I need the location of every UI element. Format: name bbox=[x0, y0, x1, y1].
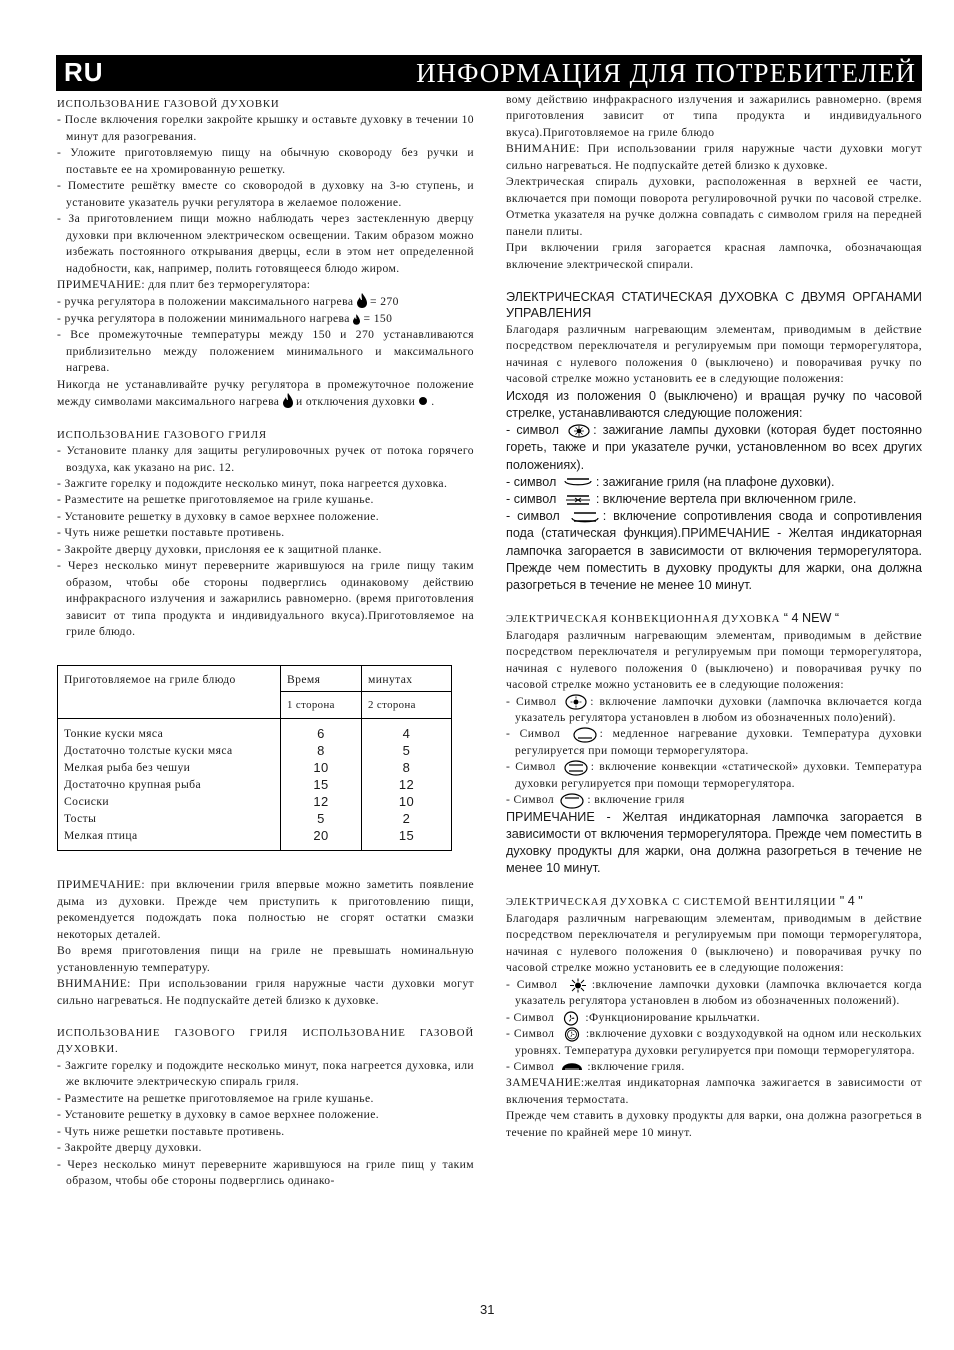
static-oven-positions: Исходя из положения 0 (выключено) и вращая ручку по часовой стрелке, устанавливаются следующие положения: bbox=[506, 388, 922, 420]
ventilation-symbol-fan: - Символ :Функционирование крыльчатки. bbox=[506, 1010, 761, 1024]
static-oven-intro: Благодаря различным нагревающим элементам, приводимым в действие посредством переключателя и регулируемым при помощи терморегулятора, начиная с нулевого положения 0 (выключено) и поворачивая ручку по часовой стрелке можно установить ее в следующие положения: bbox=[506, 322, 922, 386]
table-cell-side2: 8 bbox=[402, 760, 411, 776]
note-heading: ПРИМЕЧАНИЕ: для плит без терморегулятора: bbox=[57, 277, 311, 291]
table-cell-side1: 8 bbox=[317, 743, 325, 759]
static-symbol-grill: - символ : зажигание гриля (на плафоне духовки). bbox=[506, 474, 835, 489]
table-cell-side2: 10 bbox=[398, 794, 415, 810]
convection-symbol-slow: - Символ : медленное нагревание духовки. Температура духовки регулируется при помощи терморегулятора. bbox=[506, 727, 922, 757]
table-cell-side1: 5 bbox=[317, 811, 325, 827]
table-header-side2: 2 сторона bbox=[362, 691, 452, 718]
lamp-paragraph: При включении гриля загорается красная лампочка, обозначающая включение электрической спирали. bbox=[506, 241, 922, 271]
left-column bbox=[57, 96, 474, 1190]
oven-lamp-icon bbox=[567, 978, 589, 993]
list-item: - Установите решетку в духовку в самое верхнее положение. bbox=[57, 1108, 380, 1122]
page-number: 31 bbox=[480, 1302, 495, 1317]
grill-icon bbox=[563, 475, 593, 489]
list-item: - Зажгите горелку и подождите несколько минут, пока нагреется духовка, или же включите электрическую спираль гриля. bbox=[57, 1058, 474, 1089]
spiral-paragraph: Электрическая спираль духовки, расположенная в верхней ее части, включается при помощи поворота регулировочной ручки по часовой стрелке. Отметка указателя на ручке должна совпадать с символом гриля на передней панели плиты. bbox=[506, 175, 922, 238]
static-symbol-spit: - символ : включение вертела при включенном гриле. bbox=[506, 492, 857, 507]
continued-text: вому действию инфракрасного излучения и зажарились равномерно. (время приготовления зависит от типа продукта и индивидуального вкуса).Приготовляемое на гриле блюдо bbox=[506, 93, 922, 139]
list-item-max-heat: - ручка регулятора в положении максимального нагрева = 270 bbox=[57, 295, 399, 309]
ventilation-symbol-lamp: - Символ :включение лампочки духовки (лампочка включается когда указатель регулятора установлен в любом из обозначенных положений). bbox=[506, 977, 922, 1008]
right-column bbox=[506, 92, 922, 1141]
table-side1-column bbox=[281, 719, 362, 851]
section-gas-grill-oven-heading: ИСПОЛЬЗОВАНИЕ ГАЗОВОГО ГРИЛЯ ИСПОЛЬЗОВАНИЕ ГАЗОВОЙ ДУХОВКИ. bbox=[57, 1027, 474, 1056]
flame-large-icon bbox=[357, 293, 367, 308]
table-side2-column bbox=[362, 719, 452, 851]
ventilation-symbol-fan-heat: - Символ :включение духовки с воздуходувкой на одном или нескольких уровнях. Температура духовки регулируется при помощи терморегулятора. bbox=[506, 1027, 922, 1057]
list-item: - Разместите на решетке приготовляемое на гриле кушанье. bbox=[57, 493, 374, 507]
never-paragraph: Никогда не устанавливайте ручку регулятора в промежуточное положение между символами максимального нагрева и отключения духовки . bbox=[57, 377, 474, 409]
table-cell-dish: Достаточно крупная рыба bbox=[64, 778, 202, 792]
section-gas-oven-heading: ИСПОЛЬЗОВАНИЕ ГАЗОВОЙ ДУХОВКИ bbox=[57, 98, 280, 110]
list-item: - Все промежуточные температуры между 150 и 270 устанавливаются приблизительно между положением минимального и максимального нагрева. bbox=[57, 328, 474, 375]
convection-symbol-grill: - Символ : включение гриля bbox=[506, 792, 922, 808]
fan-heat-icon bbox=[561, 1027, 583, 1042]
section-gas-grill-heading: ИСПОЛЬЗОВАНИЕ ГАЗОВОГО ГРИЛЯ bbox=[57, 428, 267, 441]
table-header-dish: Приготовляемое на гриле блюдо bbox=[58, 665, 281, 719]
table-cell-dish: Тонкие куски мяса bbox=[64, 727, 164, 741]
list-item: - Установите планку для защиты регулировочных ручек от потока горячего воздуха, как указано на рис. 12. bbox=[57, 444, 474, 474]
list-item: - Через несколько минут переверните жарившуюся на гриле пищу таким образом, чтобы обе стороны подверглись одинаковому действию инфракрасного излучения и зажарились равномерно. (время приготовления зависит от типа продукта и индивидуального вкуса).Приготовляемое на гриле блюдо. bbox=[57, 559, 474, 639]
list-item: - Зажгите горелку и подождите несколько минут, пока нагреется духовка. bbox=[57, 476, 448, 490]
table-cell-side2: 4 bbox=[402, 726, 411, 742]
ventilation-symbol-grill: - Символ :включение гриля. bbox=[506, 1060, 685, 1074]
static-symbol-top-bottom: - символ : включение сопротивления свода и сопротивления пода (статическая функция).ПРИМЕЧАНИЕ - Желтая индикаторная лампочка загорается в зависимости от включения терморегулятора. Прежде чем поместить в духовку продукты для жарки, она должна разогреться в течение не менее 10 минут. bbox=[506, 509, 923, 593]
list-item: - После включения горелки закройте крышку и оставьте духовку в течении 10 минут для разогревания. bbox=[57, 113, 474, 143]
warning-note: ВНИМАНИЕ: При использовании гриля наружные части духовки могут сильно нагреваться. Не подпускайте детей близко к духовке. bbox=[506, 142, 922, 172]
oven-lamp-icon bbox=[565, 694, 587, 710]
section-static-oven-heading: ЭЛЕКТРИЧЕСКАЯ СТАТИЧЕСКАЯ ДУХОВКА С ДВУМЯ ОРГАНАМИ УПРАВЛЕНИЯ bbox=[506, 289, 922, 321]
grill-icon bbox=[560, 1060, 584, 1074]
table-cell-side2: 2 bbox=[402, 811, 411, 827]
language-code: RU bbox=[64, 57, 104, 87]
list-item-min-heat: - ручка регулятора в положении минимального нагрева = 150 bbox=[57, 311, 393, 325]
page-title: ИНФОРМАЦИЯ ДЛЯ ПОТРЕБИТЕЛЕЙ bbox=[416, 58, 916, 88]
table-cell-side2: 15 bbox=[398, 828, 415, 844]
ventilation-note: ЗАМЕЧАНИЕ:желтая индикаторная лампочка зажигается в зависимости от включения термостата. bbox=[506, 1076, 922, 1106]
table-dish-column bbox=[58, 719, 281, 851]
list-item: - Уложите приготовляемую пищу на обычную сковороду без ручки и поставьте ее на хромированную решетку. bbox=[57, 146, 474, 176]
list-item: - Закройте дверцу духовки, прислоняя ее к защитной планке. bbox=[57, 542, 382, 556]
table-cell-side2: 12 bbox=[398, 777, 415, 793]
top-bottom-heat-icon bbox=[570, 510, 600, 524]
table-cell-dish: Достаточно толстые куски мяса bbox=[64, 744, 233, 758]
table-cell-dish: Мелкая рыба без чешуи bbox=[64, 761, 191, 775]
slow-heat-icon bbox=[573, 727, 597, 743]
list-item: - За приготовлением пищи можно наблюдать через застекленную дверцу духовки при включенном электрическом освещении. Таким образом можно избежать постоянного открывания дверцы, если в этом нет определенной надобности, как, например, полить готовящееся блюдо жиром. bbox=[57, 212, 474, 275]
temperature-note: Во время приготовления пищи на гриле не превышать номинальную установленную температуру. bbox=[57, 944, 474, 974]
table-cell-dish: Мелкая птица bbox=[64, 829, 138, 843]
grill-icon bbox=[560, 793, 584, 809]
off-dot-icon bbox=[419, 397, 427, 405]
fan-icon bbox=[560, 1011, 582, 1026]
static-convection-icon bbox=[564, 760, 588, 776]
list-item: - Закройте дверцу духовки. bbox=[57, 1141, 202, 1155]
table-cell-side1: 10 bbox=[313, 760, 329, 776]
list-item: - Через несколько минут переверните жарившуюся на гриле пищ у таким образом, чтобы обе стороны подверглись одинако- bbox=[57, 1157, 474, 1188]
static-symbol-lamp: - символ : зажигание лампы духовки (которая будет постоянно гореть, также и при указателе ручки, установленном во всех других положениях). bbox=[506, 423, 923, 472]
rotisserie-icon bbox=[563, 493, 593, 507]
flame-small-icon bbox=[353, 314, 360, 325]
ventilation-intro: Благодаря различным нагревающим элементам, приводимым в действие посредством переключателя и регулируемым при помощи терморегулятора, начиная с нулевого положения 0 (выключено) и поворачивая ручку по часовой стрелке можно установить ее в следующие положения: bbox=[506, 911, 922, 975]
table-cell-side1: 15 bbox=[313, 777, 329, 793]
list-item: - Установите решетку в духовку в самое верхнее положение. bbox=[57, 509, 380, 523]
table-header-minutes: минутах bbox=[362, 665, 452, 691]
table-cell-side1: 20 bbox=[313, 828, 329, 844]
convection-symbol-lamp: - Символ : включение лампочки духовки (лампочка включается когда указатель регулятора установлен в любом из обозначенных поло)ений). bbox=[506, 694, 922, 724]
list-item: - Чуть ниже решетки поставьте противень. bbox=[57, 526, 285, 540]
grill-time-table bbox=[57, 665, 452, 852]
convection-intro: Благодаря различным нагревающим элементам, приводимым в действие посредством переключателя и регулируемым при помощи терморегулятора, начиная с нулевого положения 0 (выключено) и поворачивая ручку по часовой стрелке можно установить ее в следующие положения: bbox=[506, 628, 922, 692]
table-cell-side1: 12 bbox=[313, 794, 329, 810]
table-cell-side1: 6 bbox=[317, 726, 325, 742]
list-item: - Поместите решётку вместе со сковородой в духовку на 3-ю ступень, и установите указатель ручки регулятора в желаемое положение. bbox=[57, 179, 474, 209]
section-ventilation-oven-heading: ЭЛЕКТРИЧЕСКАЯ ДУХОВКА С СИСТЕМОЙ ВЕНТИЛЯЦИИ " 4 " bbox=[506, 894, 863, 909]
table-cell-dish: Сосиски bbox=[64, 795, 109, 809]
list-item: - Чуть ниже решетки поставьте противень. bbox=[57, 1124, 285, 1138]
convection-note: ПРИМЕЧАНИЕ - Желтая индикаторная лампочка загорается в зависимости от включения терморегулятора. Прежде чем поместить в духовку продукты для жарки, она должна разогреться в течение не менее 10 минут. bbox=[506, 809, 922, 876]
oven-lamp-icon bbox=[568, 424, 590, 438]
table-header-side1: 1 сторона bbox=[281, 691, 362, 718]
smoke-note: ПРИМЕЧАНИЕ: при включении гриля впервые можно заметить появление дыма из духовки. Прежде чем приступить к приготовлению пищи, рекомендуется подождать пока полностью не сгорят остатки смазки некоторых деталей. bbox=[57, 878, 474, 941]
convection-symbol-static: - Символ : включение конвекции «статической» духовки. Температура духовки регулируется при помощи терморегулятора. bbox=[506, 760, 922, 790]
table-cell-side2: 5 bbox=[402, 743, 411, 759]
list-item: - Разместите на решетке приготовляемое на гриле кушанье. bbox=[57, 1091, 374, 1105]
table-header-time: Время bbox=[281, 665, 362, 691]
flame-large-icon bbox=[283, 393, 293, 408]
table-cell-dish: Тосты bbox=[64, 812, 97, 826]
warning-note: ВНИМАНИЕ: При использовании гриля наружные части духовки могут сильно нагреваться. Не подпускайте детей близко к духовке. bbox=[57, 977, 474, 1007]
ventilation-preheat: Прежде чем ставить в духовку продукты для варки, она должна разогреться в течение по крайней мере 10 минут. bbox=[506, 1109, 922, 1139]
section-convection-oven-heading: ЭЛЕКТРИЧЕСКАЯ КОНВЕКЦИОННАЯ ДУХОВКА “ 4 NEW “ bbox=[506, 611, 840, 626]
page-header bbox=[56, 55, 922, 91]
